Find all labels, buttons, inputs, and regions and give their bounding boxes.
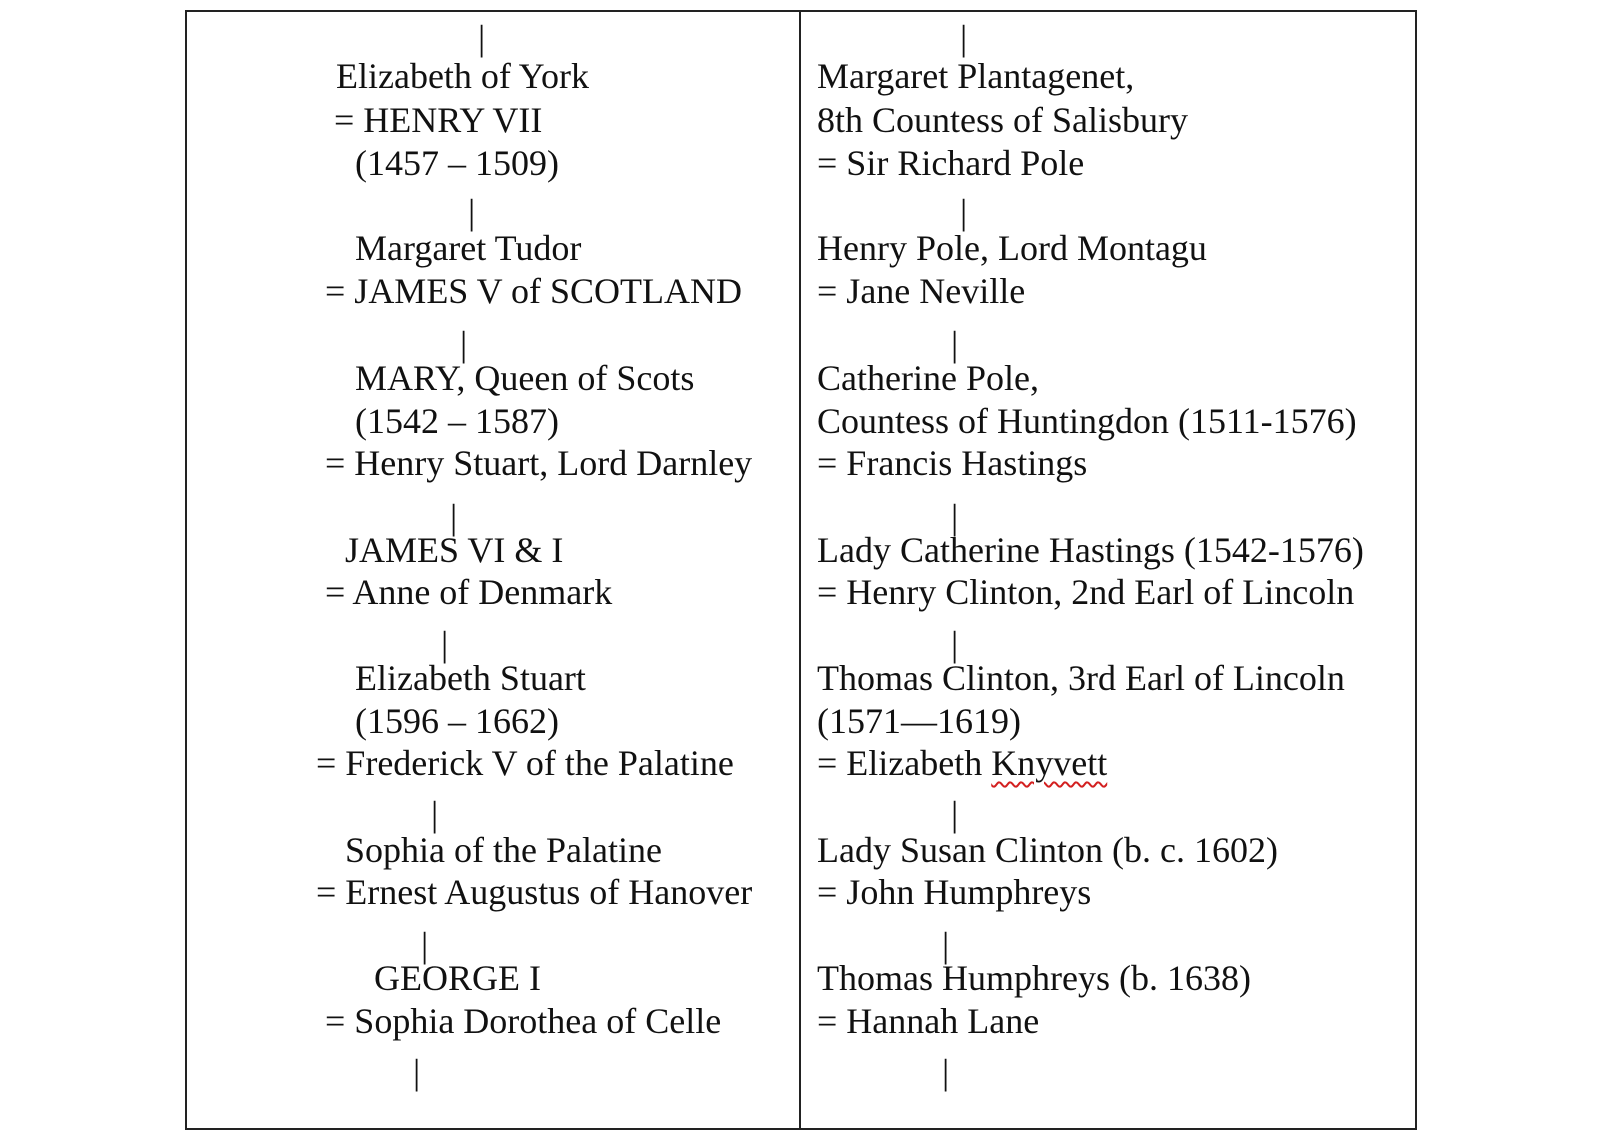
left-dates-elizabeth-stuart: (1596 – 1662): [355, 701, 559, 741]
right-spouse-henry-clinton: = Henry Clinton, 2nd Earl of Lincoln: [817, 572, 1355, 612]
left-person-mary-queen-of-scots: MARY, Queen of Scots: [355, 358, 695, 398]
column-divider: [799, 10, 801, 1130]
spouse-prefix: = Elizabeth: [817, 743, 992, 783]
left-person-george-i: GEORGE I: [374, 958, 541, 998]
left-person-sophia-of-the-palatine: Sophia of the Palatine: [345, 830, 662, 870]
right-person-catherine-hastings: Lady Catherine Hastings (1542-1576): [817, 530, 1364, 570]
left-dates-mary: (1542 – 1587): [355, 401, 559, 441]
spellcheck-flagged-word: Knyvett: [991, 743, 1108, 783]
descent-connector: |: [460, 324, 468, 364]
right-dates-thomas-clinton: (1571—1619): [817, 701, 1021, 741]
right-person-catherine-pole: Catherine Pole,: [817, 358, 1039, 398]
right-spouse-francis-hastings: = Francis Hastings: [817, 443, 1088, 483]
descent-connector: |: [951, 624, 959, 664]
left-spouse-frederick-v: = Frederick V of the Palatine: [316, 743, 734, 783]
descent-connector: |: [942, 1052, 950, 1092]
right-person-henry-pole: Henry Pole, Lord Montagu: [817, 228, 1207, 268]
right-person-thomas-clinton: Thomas Clinton, 3rd Earl of Lincoln: [817, 658, 1345, 698]
left-spouse-ernest-augustus: = Ernest Augustus of Hanover: [316, 872, 753, 912]
descent-connector: |: [951, 497, 959, 537]
descent-connector: |: [450, 497, 458, 537]
left-spouse-henry-stuart: = Henry Stuart, Lord Darnley: [325, 443, 753, 483]
left-spouse-anne-of-denmark: = Anne of Denmark: [325, 572, 613, 612]
left-spouse-henry-vii: = HENRY VII: [334, 100, 543, 140]
descent-connector: |: [431, 794, 439, 834]
right-spouse-richard-pole: = Sir Richard Pole: [817, 143, 1085, 183]
left-spouse-james-v: = JAMES V of SCOTLAND: [325, 271, 743, 311]
descent-connector: |: [413, 1052, 421, 1092]
right-title-countess-of-huntingdon: Countess of Huntingdon (1511-1576): [817, 401, 1357, 441]
right-person-thomas-humphreys: Thomas Humphreys (b. 1638): [817, 958, 1251, 998]
right-spouse-jane-neville: = Jane Neville: [817, 271, 1026, 311]
descent-connector: |: [960, 18, 968, 58]
right-spouse-hannah-lane: = Hannah Lane: [817, 1001, 1040, 1041]
right-spouse-john-humphreys: = John Humphreys: [817, 872, 1092, 912]
descent-connector: |: [478, 18, 486, 58]
descent-connector: |: [960, 192, 968, 232]
descent-connector: |: [421, 925, 429, 965]
left-person-elizabeth-of-york: Elizabeth of York: [336, 56, 589, 96]
left-spouse-sophia-dorothea: = Sophia Dorothea of Celle: [325, 1001, 722, 1041]
descent-connector: |: [951, 324, 959, 364]
descent-connector: |: [951, 794, 959, 834]
right-person-margaret-plantagenet: Margaret Plantagenet,: [817, 56, 1135, 96]
descent-connector: |: [468, 192, 476, 232]
right-person-susan-clinton: Lady Susan Clinton (b. c. 1602): [817, 830, 1278, 870]
descent-connector: |: [441, 624, 449, 664]
left-dates-henry-vii: (1457 – 1509): [355, 143, 559, 183]
left-person-elizabeth-stuart: Elizabeth Stuart: [355, 658, 586, 698]
descent-connector: |: [942, 925, 950, 965]
right-title-countess-of-salisbury: 8th Countess of Salisbury: [817, 100, 1189, 140]
left-person-james-vi-i: JAMES VI & I: [345, 530, 564, 570]
left-person-margaret-tudor: Margaret Tudor: [355, 228, 582, 268]
right-spouse-elizabeth-knyvett: [817, 741, 1107, 785]
